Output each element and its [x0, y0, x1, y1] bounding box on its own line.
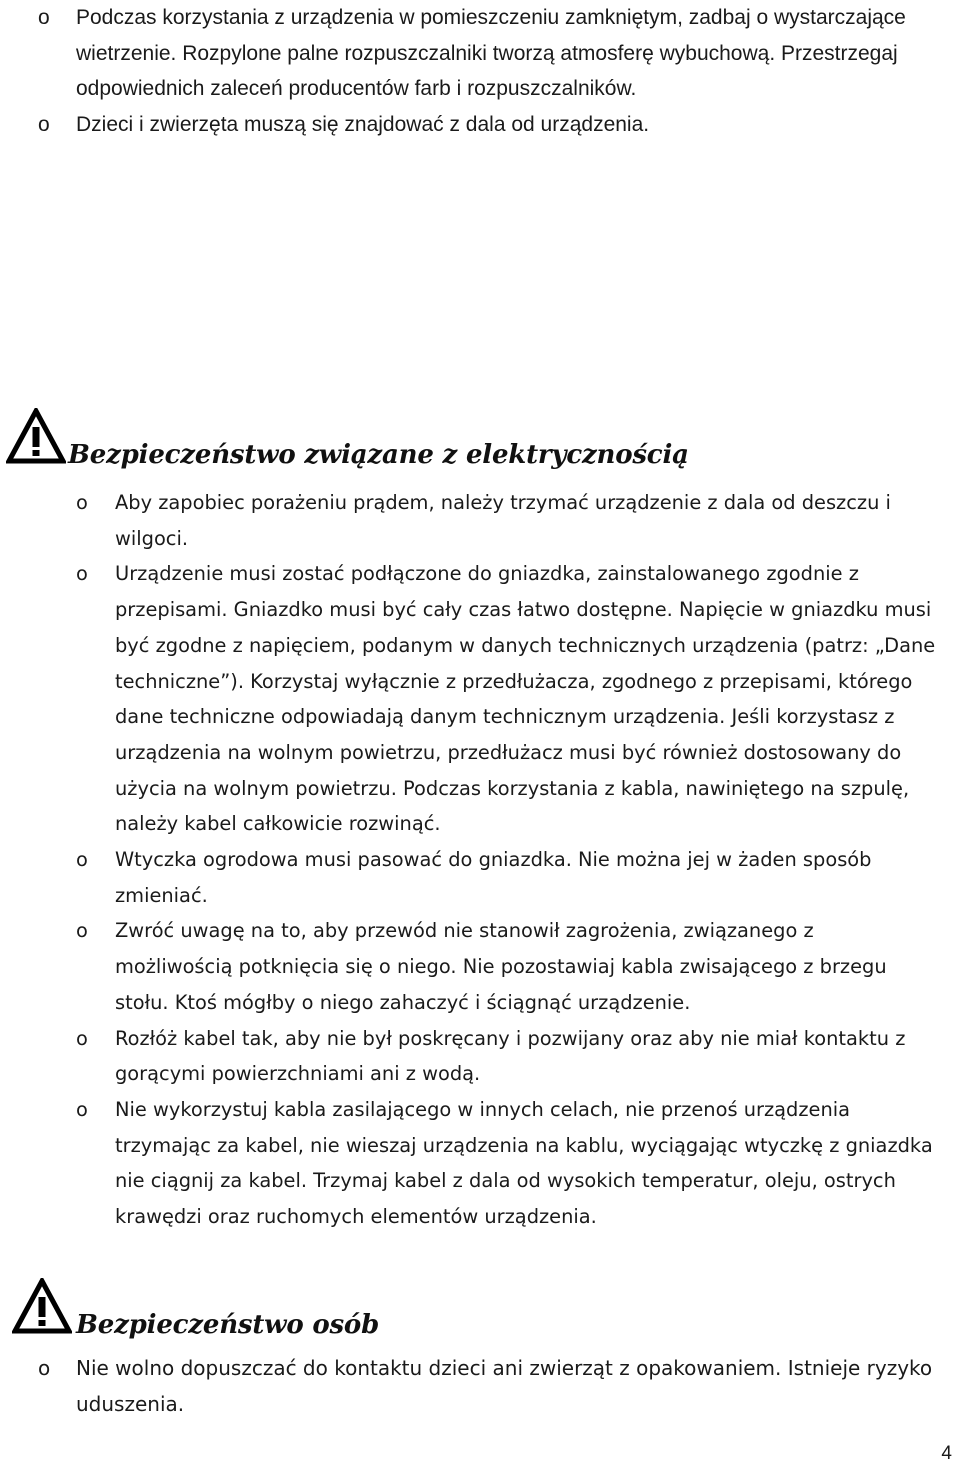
top-safety-list [0, 0, 960, 142]
list-item-text: Rozłóż kabel tak, aby nie był poskręcany i pozwijany oraz aby nie miał kontaktu z gorącymi powierzchniami ani z wodą. [115, 1026, 906, 1086]
section-heading-persons: Bezpieczeństwo osób [76, 1310, 380, 1340]
list-item [0, 913, 960, 1020]
section-heading-electric: Bezpieczeństwo związane z elektrycznością [68, 440, 689, 470]
list-bullet: o [76, 919, 88, 943]
page-number: 4 [941, 1443, 952, 1464]
list-item-text: Dzieci i zwierzęta muszą się znajdować z dala od urządzenia. [76, 112, 650, 136]
electric-safety-list [0, 485, 960, 1235]
list-item-text: Nie wykorzystuj kabla zasilającego w innych celach, nie przenoś urządzenia trzymając za kabel, nie wieszaj urządzenia na kablu, wyciągając wtyczkę z gniazdka nie ciągnij za kabel. Trzymaj kabel z dala od wysokich temperatur, oleju, ostrych krawędzi oraz ruchomych elementów urządzenia. [115, 1097, 933, 1229]
list-item [0, 556, 960, 842]
list-bullet: o [76, 848, 88, 872]
list-item [0, 1092, 960, 1235]
list-item-text: Wtyczka ogrodowa musi pasować do gniazdka. Nie można jej w żaden sposób zmieniać. [115, 848, 872, 907]
list-bullet: o [38, 1356, 51, 1380]
warning-triangle-icon [12, 1278, 72, 1336]
list-item-text: Aby zapobiec porażeniu prądem, należy trzymać urządzenie z dala od deszczu i wilgoci. [115, 491, 891, 550]
warning-triangle-icon [6, 408, 66, 466]
list-item-text: Podczas korzystania z urządzenia w pomieszczeniu zamkniętym, zadbaj o wystarczające wietrzenie. Rozpylone palne rozpuszczalniki tworzą atmosferę wybuchową. Przestrzegaj odpowiednich zaleceń producentów farb i rozpuszczalników. [76, 6, 906, 100]
list-item [0, 1351, 960, 1422]
list-item [0, 1021, 960, 1092]
list-item [0, 107, 960, 143]
list-item [0, 485, 960, 556]
list-item [0, 842, 960, 913]
list-item-text: Urządzenie musi zostać podłączone do gniazdka, zainstalowanego zgodnie z przepisami. Gniazdko musi być cały czas łatwo dostępne. Napięcie w gniazdku musi być zgodne z napięciem, podanym w danych technicznych urządzenia (patrz: „Dane techniczne”). Korzystaj wyłącznie z przedłużacza, zgodnego z przepisami, którego dane techniczne odpowiadają danym technicznym urządzenia. Jeśli korzystasz z urządzenia na wolnym powietrzu, przedłużacz musi być również dostosowany do użycia na wolnym powietrzu. Podczas korzystania z kabla, nawiniętego na szpulę, należy kabel całkowicie rozwinąć. [115, 562, 936, 836]
list-item [0, 0, 960, 107]
list-bullet: o [76, 491, 88, 514]
list-bullet: o [76, 1026, 88, 1050]
list-bullet: o [38, 6, 50, 29]
list-bullet: o [76, 1097, 88, 1121]
persons-safety-list [0, 1351, 960, 1422]
list-bullet: o [76, 562, 88, 586]
list-item-text: Nie wolno dopuszczać do kontaktu dzieci ani zwierząt z opakowaniem. Istnieje ryzyko uduszenia. [76, 1356, 933, 1416]
list-item-text: Zwróć uwagę na to, aby przewód nie stanowił zagrożenia, związanego z możliwością potknięcia się o niego. Nie pozostawiaj kabla zwisającego z brzegu stołu. Ktoś mógłby o niego zahaczyć i ściągnąć urządzenie. [115, 919, 887, 1014]
list-bullet: o [38, 112, 50, 136]
